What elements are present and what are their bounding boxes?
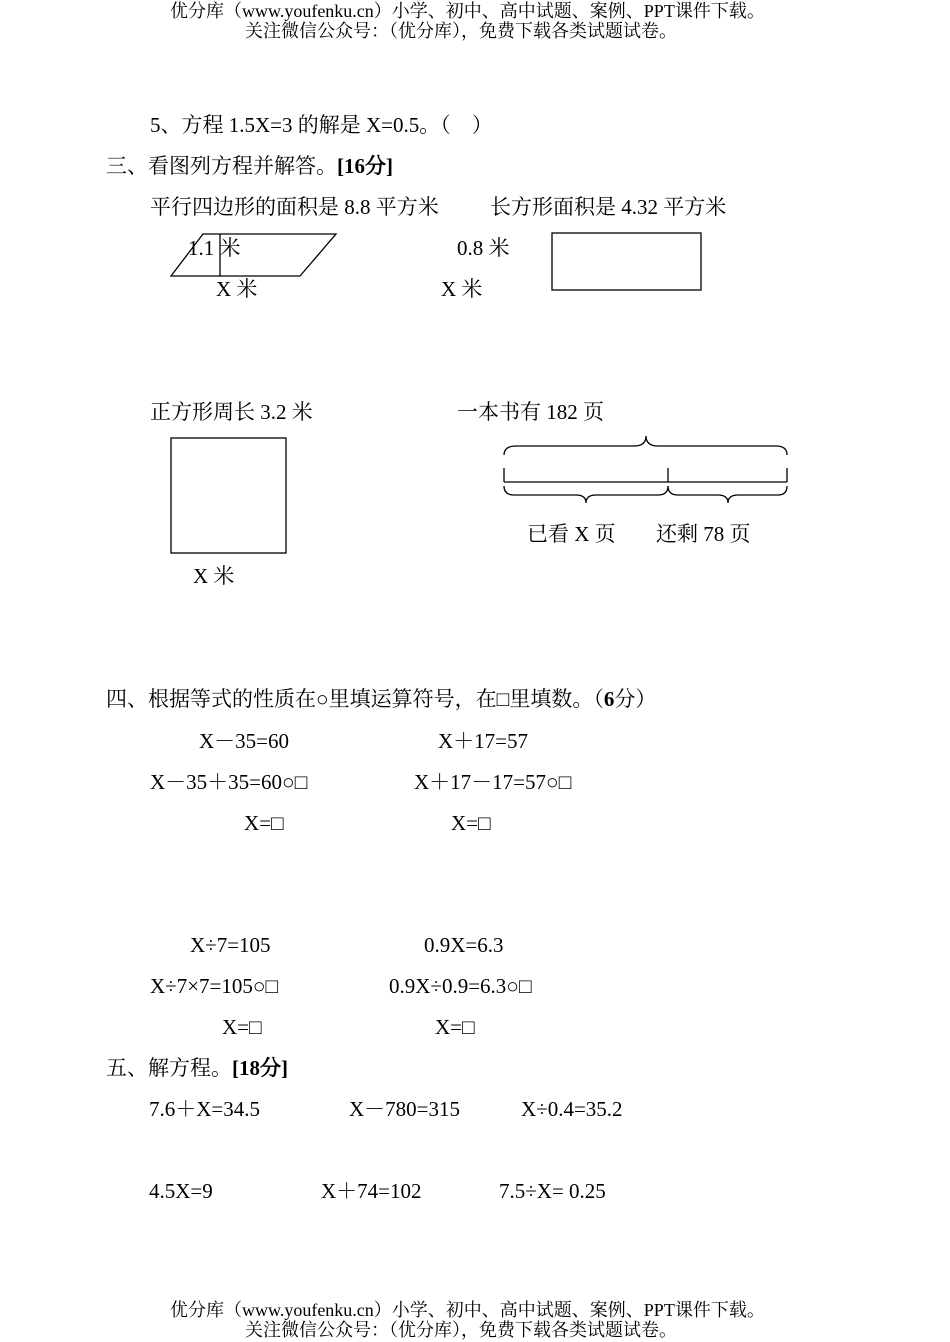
- rectangle-width-label: 0.8 米: [457, 236, 510, 260]
- rectangle-caption: 长方形面积是 4.32 平方米: [490, 195, 727, 219]
- book-read-brace: [504, 486, 668, 503]
- parallelogram-caption: 平行四边形的面积是 8.8 平方米: [150, 195, 439, 219]
- parallelogram-height-label: 1.1 米: [188, 236, 241, 260]
- footer-line-2: 关注微信公众号：（优分库），免费下载各类试题试卷。: [245, 1320, 677, 1340]
- solve-eq-1: 7.6＋X=34.5: [149, 1097, 261, 1121]
- eq-g2-right-2: 0.9X÷0.9=6.3○□: [389, 974, 532, 998]
- footer-line-1: 优分库（www.youfenku.cn）小学、初中、高中试题、案例、PPT课件下载。: [170, 1300, 765, 1320]
- solve-eq-4: 4.5X=9: [149, 1179, 213, 1203]
- section5-title-text: 五、解方程。: [106, 1056, 232, 1080]
- eq-g2-left-3: X=□: [222, 1015, 262, 1039]
- section4-score: 6: [603, 687, 615, 711]
- eq-g1-left-2: X－35＋35=60○□: [150, 770, 308, 794]
- eq-g2-left-2: X÷7×7=105○□: [150, 974, 279, 998]
- eq-g1-left-1: X－35=60: [199, 729, 290, 753]
- solve-eq-5: X＋74=102: [321, 1179, 422, 1203]
- section4-title-text: 四、根据等式的性质在○里填运算符号，在□里填数。（: [106, 687, 604, 711]
- judge-item-5: 5、方程 1.5X=3 的解是 X=0.5。（ ）: [150, 113, 493, 137]
- square-side-label: X 米: [193, 564, 235, 588]
- rectangle-shape: [552, 233, 701, 290]
- header-line-1: 优分库（www.youfenku.cn）小学、初中、高中试题、案例、PPT课件下载。: [170, 1, 765, 21]
- eq-g1-right-2: X＋17－17=57○□: [414, 770, 572, 794]
- square-shape: [171, 438, 286, 553]
- section3-score: [16分]: [337, 154, 393, 178]
- section5-score: [18分]: [232, 1056, 288, 1080]
- section3-title-text: 三、看图列方程并解答。: [106, 154, 337, 178]
- section4-title: [106, 689, 656, 710]
- solve-eq-3: X÷0.4=35.2: [521, 1097, 623, 1121]
- eq-g2-left-1: X÷7=105: [190, 933, 271, 957]
- book-remaining-label: 还剩 78 页: [656, 522, 751, 546]
- square-caption: 正方形周长 3.2 米: [150, 400, 313, 424]
- rectangle-length-label: X 米: [441, 277, 483, 301]
- parallelogram-shape: [171, 234, 336, 276]
- solve-eq-2: X－780=315: [349, 1097, 461, 1121]
- eq-g1-left-3: X=□: [244, 811, 284, 835]
- book-read-label: 已看 X 页: [527, 522, 616, 546]
- section4-title-end: 分）: [614, 687, 657, 711]
- eq-g2-right-3: X=□: [435, 1015, 475, 1039]
- book-caption: 一本书有 182 页: [457, 400, 604, 424]
- header-line-2: 关注微信公众号：（优分库），免费下载各类试题试卷。: [245, 21, 677, 41]
- section5-title: [106, 1058, 288, 1079]
- solve-eq-6: 7.5÷X= 0.25: [499, 1179, 606, 1203]
- parallelogram-base-label: X 米: [216, 277, 258, 301]
- eq-g1-right-3: X=□: [451, 811, 491, 835]
- book-remaining-brace: [668, 486, 787, 503]
- book-total-brace: [504, 436, 787, 455]
- eq-g2-right-1: 0.9X=6.3: [424, 933, 504, 957]
- eq-g1-right-1: X＋17=57: [438, 729, 529, 753]
